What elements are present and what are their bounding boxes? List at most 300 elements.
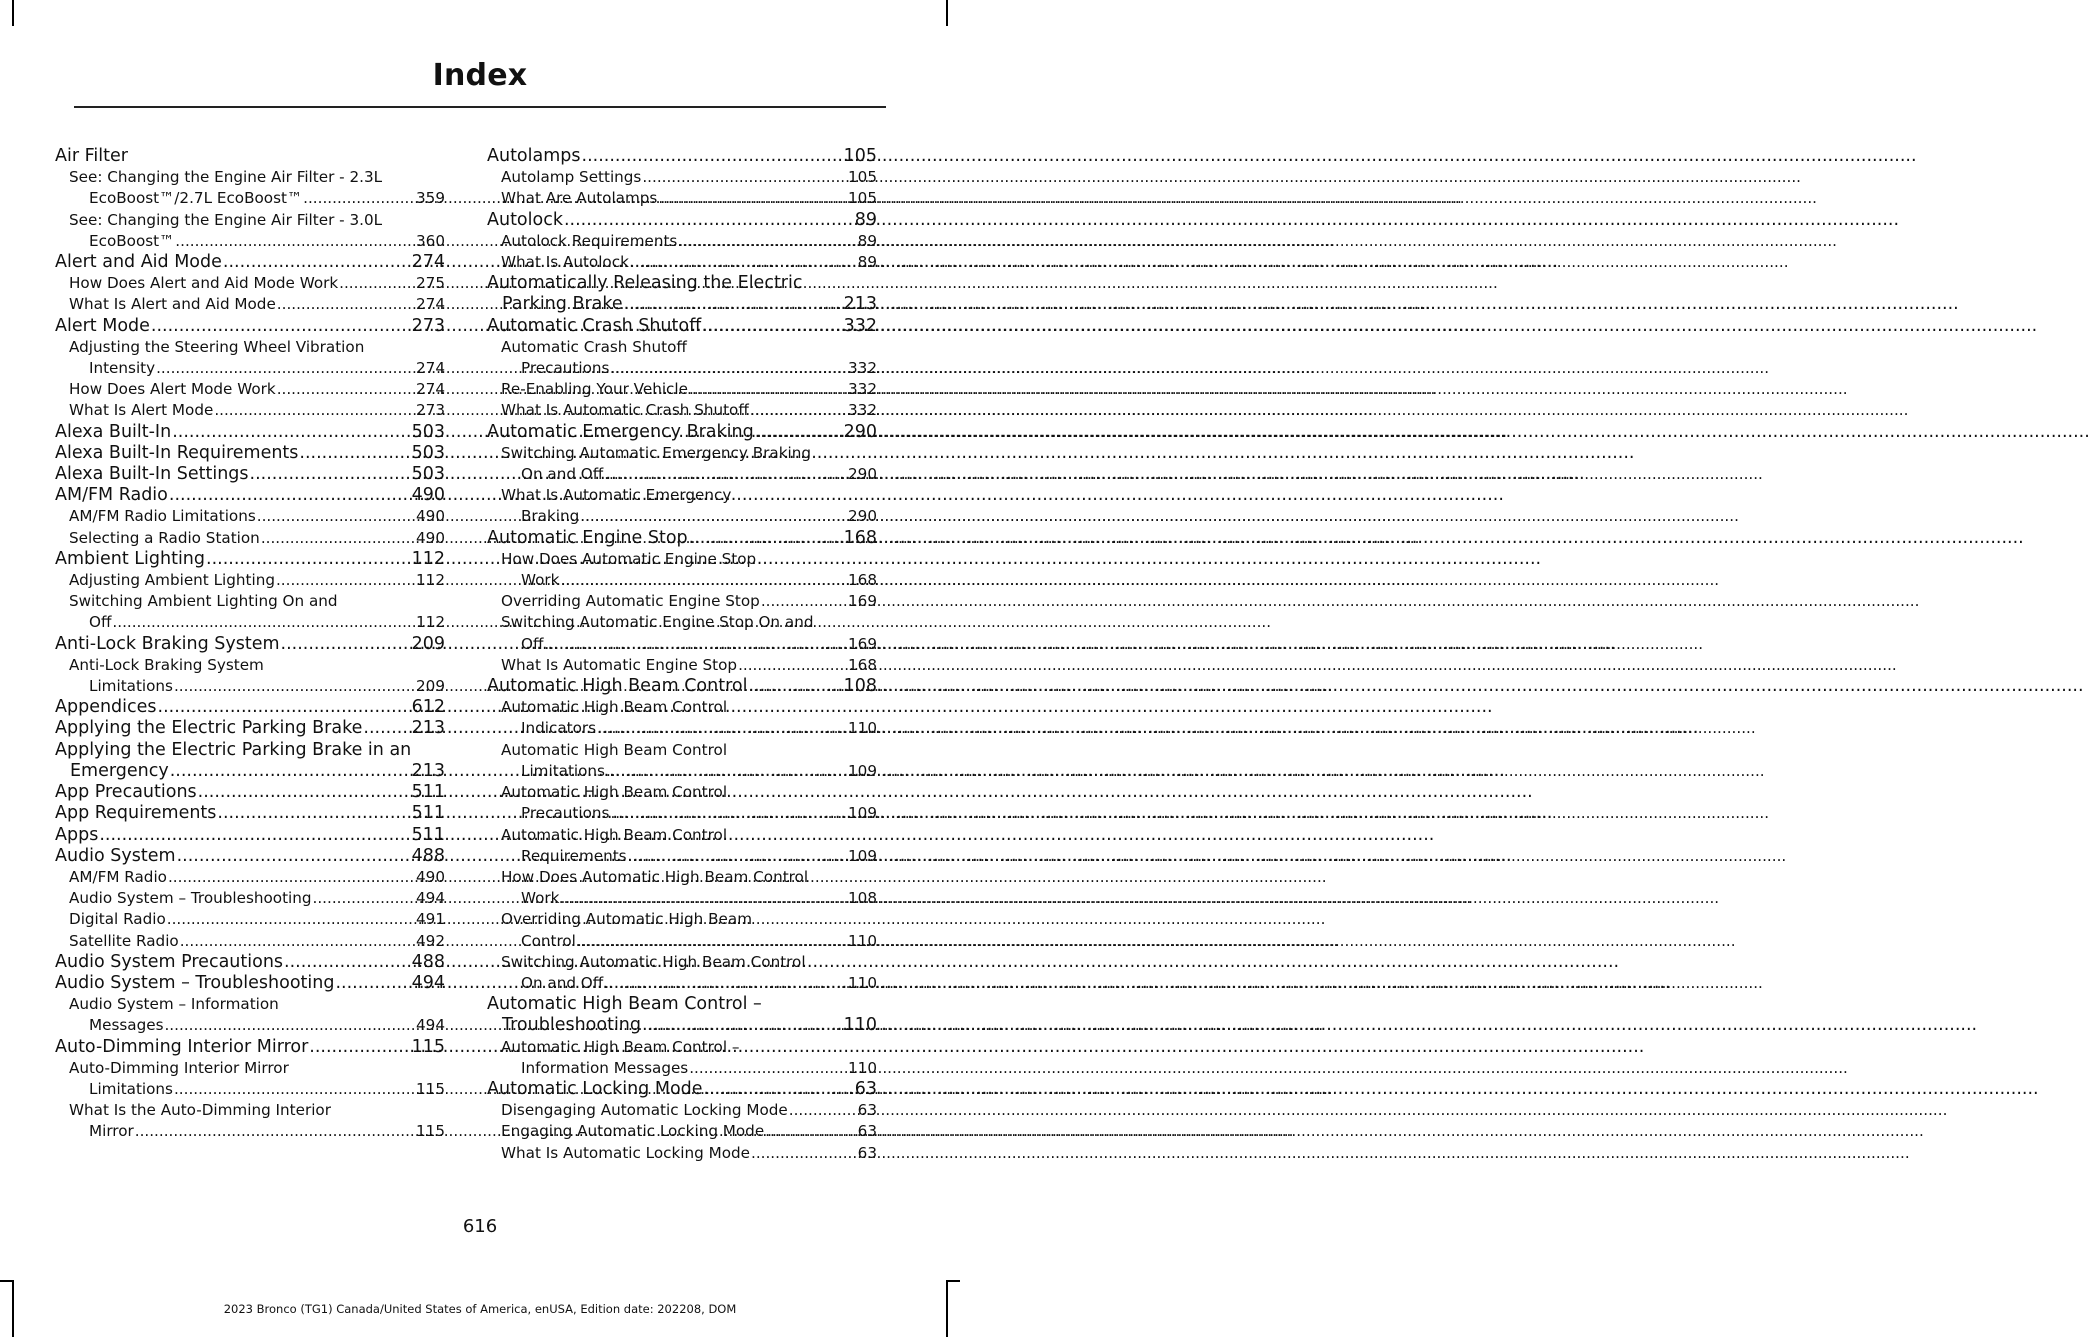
entry-text: Emergency [70,760,169,781]
index-entry-line [55,422,445,443]
index-sub-entry [487,825,877,867]
entry-text: Ambient Lighting [55,548,206,569]
entry-text: EcoBoost™/2.7L EcoBoost™ [89,189,303,208]
index-entry-line [55,464,445,485]
entry-text: Autolamps [487,146,581,166]
dot-leader [156,358,415,379]
entry-text: Intensity [89,359,156,378]
entry-page-number: 105 [843,146,877,166]
index-sub-entry [55,273,445,294]
entry-page-number: 503 [411,442,445,463]
index-entry-line [55,485,445,506]
dot-leader [750,400,847,421]
dot-leader [582,146,843,167]
entry-text: AM/FM Radio [55,485,168,506]
header-divider [74,106,886,108]
index-entry-line [55,316,445,337]
dot-leader [761,591,847,612]
entry-text: What Is Automatic Locking Mode [501,1143,750,1162]
dot-leader [174,1079,415,1100]
index-main-entry [55,952,445,973]
entry-text: Troubleshooting [502,1015,642,1036]
index-entry-line [55,846,445,867]
entry-text-line: Applying the Electric Parking Brake in an [55,739,412,760]
entry-text: Audio System – Troubleshooting [55,972,335,993]
index-sub-entry [55,888,445,909]
index-main-entry [55,146,445,167]
entry-page-number: 494 [416,889,445,908]
entry-text: Precautions [521,804,610,823]
index-entry-line [69,273,445,294]
dot-leader [223,252,411,273]
index-main-entry [55,443,445,464]
index-sub-entry [487,1037,877,1079]
entry-page-number: 169 [848,592,877,611]
entry-text-line: How Does Automatic Engine Stop [501,549,757,568]
entry-page-number: 491 [416,910,445,929]
index-main-entry [55,464,445,485]
index-sub-entry [487,379,877,400]
index-entry-line [501,1058,877,1079]
entry-text: Alert and Aid Mode [55,252,222,273]
index-main-entry [55,846,445,867]
index-sub-entry [487,591,877,612]
dot-leader [642,167,847,188]
entry-text-line: Switching Ambient Lighting On and [69,592,338,611]
entry-text: Audio System [55,845,176,866]
index-sub-entry [487,952,877,994]
entry-text: Parking Brake [502,294,623,315]
dot-leader [560,570,847,591]
dot-leader [277,294,415,315]
dot-leader [257,506,415,527]
index-sub-entry [55,1100,445,1142]
entry-text: Automatic Engine Stop [487,527,688,548]
index-sub-entry [487,231,877,252]
index-entry-line [501,803,877,824]
dot-leader [175,231,415,252]
dot-leader [606,761,847,782]
index-entry-line [55,952,445,973]
entry-text: What Is Alert and Aid Mode [69,295,276,314]
dot-leader [250,464,411,485]
entry-text: Alert Mode [55,315,150,336]
entry-text: Limitations [521,761,605,780]
dot-leader [169,485,411,506]
entry-page-number: 112 [416,571,445,590]
entry-text-line: Automatic High Beam Control [501,740,728,759]
entry-page-number: 108 [843,676,877,697]
entry-page-number: 273 [411,315,445,336]
entry-page-number: 274 [411,252,445,273]
entry-text: Off [521,634,544,653]
entry-page-number: 209 [411,633,445,654]
entry-page-number: 110 [843,1015,877,1036]
entry-text: Off [89,613,112,632]
entry-text: App Requirements [55,803,217,824]
entry-page-number: 494 [416,1016,445,1035]
entry-text: On and Off [521,973,604,992]
entry-text: What Are Autolamps [501,189,658,208]
index-sub-entry [487,740,877,782]
entry-page-number: 109 [848,761,877,780]
entry-page-number: 115 [416,1122,445,1141]
dot-leader [158,697,411,718]
index-main-entry [55,718,445,739]
dot-leader [177,846,411,867]
entry-text: Overriding Automatic Engine Stop [501,592,760,611]
index-main-entry [55,803,445,824]
dot-leader [214,400,415,421]
index-entry-line [487,294,877,315]
entry-text: Appendices [55,697,157,718]
entry-text: Control [521,931,576,950]
index-entry-line [501,167,877,188]
entry-text: Precautions [521,359,610,378]
dot-leader [313,888,415,909]
index-sub-entry [55,528,445,549]
entry-text-line: Anti-Lock Braking System [69,655,264,674]
dot-leader [702,316,842,337]
index-sub-entry [487,655,877,676]
dot-leader [604,973,847,994]
index-sub-entry [487,867,877,909]
index-main-entry [55,740,445,782]
index-entry-line [487,1079,877,1100]
entry-page-number: 89 [854,209,877,230]
entry-page-number: 115 [416,1079,445,1098]
entry-page-number: 511 [411,824,445,845]
entry-text-line: Automatic High Beam Control [501,698,728,717]
index-entry-line [501,655,877,676]
dot-leader [135,1121,415,1142]
entry-text-line: Overriding Automatic High Beam [501,910,752,929]
index-entry-line [55,146,445,167]
entry-text-line: Automatic High Beam Control – [487,994,762,1015]
entry-page-number: 110 [848,931,877,950]
entry-text: Apps [55,824,99,845]
index-entry-line [501,1121,877,1142]
entry-page-number: 63 [857,1101,877,1120]
index-main-entry [487,210,877,231]
index-entry-line [487,528,877,549]
dot-leader [704,1079,854,1100]
index-sub-entry [487,612,877,654]
dot-leader [299,443,410,464]
dot-leader [564,210,854,231]
page-number: 616 [462,1216,498,1237]
entry-text-line: Switching Automatic Emergency Braking [501,443,811,462]
index-sub-entry [55,506,445,527]
index-sub-entry [55,867,445,888]
entry-text-line: Switching Automatic High Beam Control [501,952,806,971]
index-sub-entry [487,252,877,273]
index-entry-line [501,634,877,655]
entry-page-number: 169 [848,634,877,653]
entry-page-number: 490 [411,485,445,506]
entry-page-number: 492 [416,931,445,950]
index-entry-line [55,443,445,464]
entry-text-line: What Is Automatic Emergency [501,486,732,505]
entry-page-number: 112 [411,548,445,569]
index-sub-entry [55,909,445,930]
dot-leader [217,803,410,824]
entry-page-number: 168 [848,655,877,674]
dot-leader [206,549,411,570]
index-main-entry [55,316,445,337]
index-sub-entry [55,655,445,697]
index-main-entry [55,634,445,655]
index-entry-line [69,506,445,527]
entry-page-number: 213 [843,294,877,315]
entry-text-line: What Is the Auto-Dimming Interior [69,1101,331,1120]
entry-text: Autolock Requirements [501,231,678,250]
index-sub-entry [55,167,445,209]
entry-page-number: 213 [411,760,445,781]
entry-text: Braking [521,507,580,526]
entry-text-line: Automatic High Beam Control [501,825,728,844]
index-sub-entry [55,400,445,421]
entry-page-number: 274 [416,359,445,378]
dot-leader [277,379,415,400]
dot-leader [99,825,410,846]
entry-text: Alexa Built-In Settings [55,464,249,485]
crop-mark-bottom-left-h [0,1280,14,1282]
index-column-left [55,146,445,1143]
entry-page-number: 110 [848,1058,877,1077]
index-entry-line [501,591,877,612]
dot-leader [276,570,415,591]
dot-leader [751,1143,857,1164]
index-main-entry [55,1037,445,1058]
index-entry-line [55,549,445,570]
dot-leader [168,867,415,888]
dot-leader [309,1037,410,1058]
entry-text: Work [521,889,560,908]
entry-text-line: Switching Automatic Engine Stop On and [501,613,814,632]
entry-text-line: See: Changing the Engine Air Filter - 2.3L [69,168,383,187]
entry-text: Selecting a Radio Station [69,528,260,547]
index-entry-line [55,761,445,782]
index-main-entry [55,825,445,846]
index-column-right [487,146,877,1164]
entry-page-number: 63 [854,1078,877,1099]
entry-page-number: 112 [416,613,445,632]
index-entry-line [501,1143,877,1164]
index-sub-entry [487,782,877,824]
entry-text: Messages [89,1016,164,1035]
index-sub-entry [55,931,445,952]
index-entry-line [69,528,445,549]
entry-page-number: 110 [848,973,877,992]
entry-text: Disengaging Automatic Locking Mode [501,1101,788,1120]
entry-page-number: 332 [843,315,877,336]
entry-page-number: 511 [411,803,445,824]
entry-text-line: See: Changing the Engine Air Filter - 3.0L [69,210,383,229]
entry-page-number: 488 [411,845,445,866]
index-entry-line [55,825,445,846]
entry-page-number: 110 [848,719,877,738]
index-entry-line [501,188,877,209]
entry-page-number: 503 [411,421,445,442]
index-entry-line [69,888,445,909]
entry-page-number: 213 [411,718,445,739]
index-sub-entry [55,337,445,379]
entry-text: How Does Alert and Aid Mode Work [69,274,339,293]
dot-leader [284,952,411,973]
entry-text: Work [521,571,560,590]
index-entry-line [55,1037,445,1058]
dot-leader [303,188,415,209]
index-entry-line [501,973,877,994]
entry-text: Re-Enabling Your Vehicle [501,380,688,399]
index-sub-entry [487,485,877,527]
dot-leader [738,655,847,676]
entry-text: Anti-Lock Braking System [55,633,280,654]
index-entry-line [501,464,877,485]
index-sub-entry [55,294,445,315]
crop-mark-bottom-right-h [946,1280,960,1282]
entry-text: AM/FM Radio [69,867,167,886]
index-entry-line [69,358,445,379]
entry-text: Applying the Electric Parking Brake [55,718,363,739]
entry-text: Satellite Radio [69,931,179,950]
index-sub-entry [487,1121,877,1142]
entry-text-line: Adjusting the Steering Wheel Vibration [69,337,365,356]
dot-leader [164,1015,415,1036]
entry-text: Mirror [89,1122,134,1141]
entry-page-number: 290 [848,465,877,484]
index-entry-line [69,909,445,930]
entry-page-number: 89 [857,253,877,272]
entry-page-number: 359 [416,189,445,208]
entry-text: On and Off [521,465,604,484]
dot-leader [597,718,847,739]
index-entry-line [487,210,877,231]
index-entry-line [501,761,877,782]
index-main-entry [55,697,445,718]
entry-text: How Does Alert Mode Work [69,380,276,399]
entry-page-number: 490 [416,507,445,526]
entry-text: Automatic Crash Shutoff [487,315,702,336]
dot-leader [624,294,843,315]
index-main-entry [487,422,877,443]
dot-leader [170,761,411,782]
dot-leader [339,273,415,294]
dot-leader [610,803,847,824]
entry-text: Autolock [487,209,563,230]
index-sub-entry [55,570,445,591]
index-entry-line [69,676,445,697]
dot-leader [544,634,847,655]
index-entry-line [69,612,445,633]
entry-text: Indicators [521,719,597,738]
entry-page-number: 273 [416,401,445,420]
entry-page-number: 332 [848,359,877,378]
entry-page-number: 105 [848,168,877,187]
index-entry-line [501,570,877,591]
index-entry-line [55,252,445,273]
entry-page-number: 105 [848,189,877,208]
dot-leader [630,252,857,273]
entry-text: Automatic High Beam Control [487,676,748,697]
dot-leader [628,846,847,867]
index-entry-line [69,294,445,315]
index-sub-entry [487,909,877,951]
dot-leader [689,379,847,400]
entry-text-line: Auto-Dimming Interior Mirror [69,1058,289,1077]
entry-text: Digital Radio [69,910,166,929]
entry-page-number: 209 [416,677,445,696]
entry-text: Automatic Emergency Braking [487,421,754,442]
entry-text: AM/FM Radio Limitations [69,507,256,526]
entry-text: What Is Autolock [501,253,629,272]
crop-mark-top-left-v [12,0,14,26]
dot-leader [678,231,856,252]
entry-text: Alexa Built-In [55,421,172,442]
dot-leader [755,422,843,443]
index-entry-line [501,358,877,379]
index-sub-entry [487,167,877,188]
dot-leader [281,634,411,655]
index-entry-line [501,888,877,909]
index-entry-line [55,697,445,718]
dot-leader [335,973,410,994]
index-entry-line [501,931,877,952]
entry-text-line: How Does Automatic High Beam Control [501,867,809,886]
index-sub-entry [55,591,445,633]
index-entry-line [55,634,445,655]
index-entry-line [501,846,877,867]
index-main-entry [487,1079,877,1100]
index-entry-line [69,931,445,952]
index-main-entry [55,422,445,443]
dot-leader [689,1058,847,1079]
entry-page-number: 332 [848,380,877,399]
dot-leader [748,676,842,697]
entry-text-line: Automatic Crash Shutoff [501,337,687,356]
index-main-entry [55,549,445,570]
index-entry-line [501,252,877,273]
index-sub-entry [55,1058,445,1100]
dot-leader [174,676,415,697]
index-entry-line [69,1121,445,1142]
entry-page-number: 332 [848,401,877,420]
entry-page-number: 494 [411,972,445,993]
dot-leader [789,1100,857,1121]
entry-page-number: 115 [411,1036,445,1057]
index-entry-line [487,422,877,443]
entry-page-number: 511 [411,782,445,803]
index-entry-line [487,146,877,167]
entry-page-number: 109 [848,804,877,823]
dot-leader [604,464,847,485]
entry-page-number: 503 [411,464,445,485]
footer-edition-info: 2023 Bronco (TG1) Canada/United States of America, enUSA, Edition date: 202208, DOM [223,1302,737,1316]
entry-page-number: 360 [416,231,445,250]
entry-page-number: 109 [848,846,877,865]
index-main-entry [55,485,445,506]
entry-text: Auto-Dimming Interior Mirror [55,1036,309,1057]
entry-text: What Is Alert Mode [69,401,214,420]
entry-text: Limitations [89,1079,173,1098]
index-entry-line [69,1015,445,1036]
dot-leader [112,612,415,633]
entry-page-number: 274 [416,380,445,399]
entry-page-number: 168 [848,571,877,590]
entry-text-line: Automatic High Beam Control – [501,1037,740,1056]
index-entry-line [487,316,877,337]
